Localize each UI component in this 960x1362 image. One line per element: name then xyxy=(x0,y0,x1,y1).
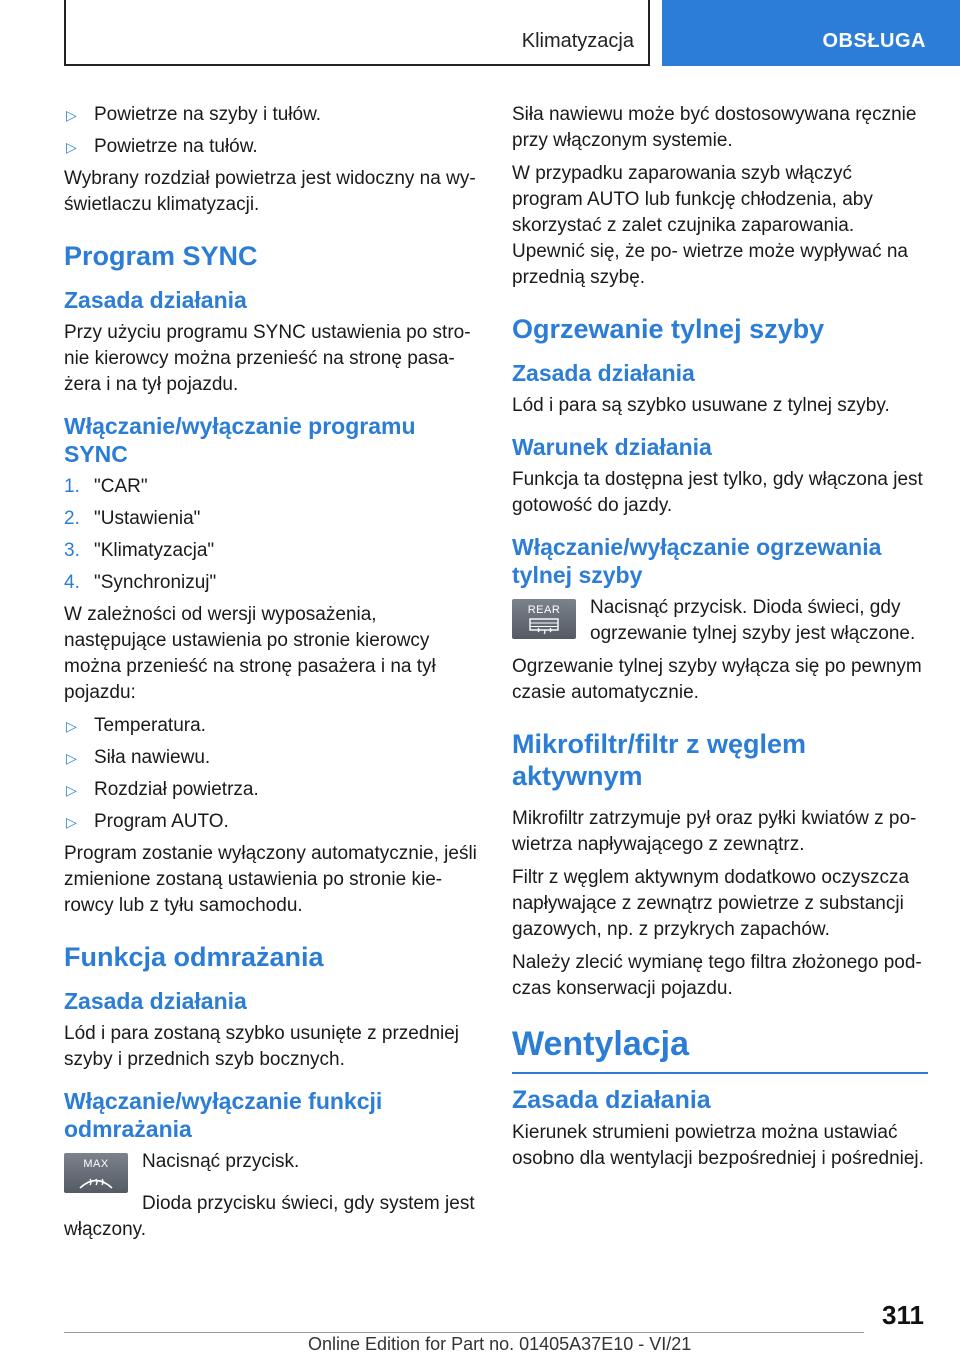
footer-divider xyxy=(64,1332,864,1333)
paragraph: Mikrofiltr zatrzymuje pył oraz pyłki kwiatów z po‐ wietrza napływającego z zewnątrz. xyxy=(512,808,917,855)
header-chapter-tab xyxy=(662,0,960,66)
paragraph: Wybrany rozdział powietrza jest widoczny na wy‐ świetlaczu klimatyzacji. xyxy=(64,168,476,215)
rear-heat-grid-icon xyxy=(526,617,562,635)
triangle-right-icon: ▷ xyxy=(66,750,77,766)
header-section-box xyxy=(64,0,650,66)
numbered-step: 3. "Klimatyzacja" xyxy=(64,540,215,561)
triangle-right-icon: ▷ xyxy=(66,718,77,734)
subsection-title: Zasada działania xyxy=(64,287,247,313)
footer-edition: Online Edition for Part no. 01405A37E10 - VI/21 xyxy=(308,1334,692,1354)
subsection-title: Zasada działania xyxy=(512,360,695,386)
paragraph: Program zostanie wyłączony automatycznie, jeśli zmienione zostaną ustawienia po stronie kie‐ rowcy lub z tyłu samochodu. xyxy=(64,843,477,916)
triangle-right-icon: ▷ xyxy=(66,782,77,798)
list-item: ▷ Powietrze na szyby i tułów. xyxy=(64,102,484,128)
list-item: ▷ Powietrze na tułów. xyxy=(64,134,484,160)
paragraph: Nacisnąć przycisk. Dioda świeci, gdy ogrzewanie tylnej szyby jest włączone. xyxy=(590,597,916,644)
paragraph: Siła nawiewu może być dostosowywana ręcznie przy włączonym systemie. xyxy=(512,104,917,151)
subsection-title: Włączanie/wyłączanie programu SYNC xyxy=(64,413,416,467)
paragraph: Funkcja ta dostępna jest tylko, gdy włączona jest gotowość do jazdy. xyxy=(512,469,923,516)
right-column xyxy=(512,102,928,1179)
rear-window-heat-icon: REAR xyxy=(512,599,576,639)
triangle-right-icon: ▷ xyxy=(66,107,77,123)
numbered-step: 2. "Ustawienia" xyxy=(64,508,201,529)
triangle-right-icon: ▷ xyxy=(66,139,77,155)
paragraph: Lód i para zostaną szybko usunięte z przedniej szyby i przednich szyb bocznych. xyxy=(64,1023,460,1070)
list-item: ▷ Program AUTO. xyxy=(64,809,484,835)
page-number: 311 xyxy=(882,1300,924,1330)
list-item: ▷ Siła nawiewu. xyxy=(64,745,484,771)
subsection-title: Włączanie/wyłączanie ogrzewania tylnej szyby xyxy=(512,534,882,588)
paragraph: Ogrzewanie tylnej szyby wyłącza się po pewnym czasie automatycznie. xyxy=(512,656,922,703)
paragraph: Kierunek strumieni powietrza można ustawiać osobno dla wentylacji bezpośredniej i pośredniej. xyxy=(512,1122,924,1169)
section-title-defrost: Funkcja odmrażania xyxy=(64,942,324,972)
numbered-step: 1. "CAR" xyxy=(64,476,148,497)
chapter-title-ventilation: Wentylacja xyxy=(512,1022,928,1074)
paragraph: Nacisnąć przycisk. xyxy=(142,1151,300,1172)
section-title-rear-heat: Ogrzewanie tylnej szyby xyxy=(512,314,825,344)
paragraph: Filtr z węglem aktywnym dodatkowo oczyszcza napływające z zewnątrz powietrze z substancji gazowych, np. z przykrych zapachów. xyxy=(512,867,910,940)
section-title-filter: Mikrofiltr/filtr z węglem aktywnym xyxy=(512,729,807,791)
defrost-waves-icon xyxy=(76,1171,116,1189)
header-chapter-title: OBSŁUGA xyxy=(822,30,926,52)
left-column xyxy=(64,102,484,1250)
header-section-title: Klimatyzacja xyxy=(521,30,634,52)
defrost-instruction xyxy=(64,1149,484,1193)
windshield-defrost-icon: MAX xyxy=(64,1153,128,1193)
subsection-title: Zasada działania xyxy=(64,988,247,1014)
list-item: ▷ Temperatura. xyxy=(64,713,484,739)
section-title-sync: Program SYNC xyxy=(64,241,258,271)
paragraph: W zależności od wersji wyposażenia, następujące ustawienia po stronie kierowcy można przenieść na stronę pasażera i na tył pojazdu: xyxy=(64,604,436,703)
rear-heat-instruction xyxy=(512,595,928,647)
subsection-title: Warunek działania xyxy=(512,434,712,460)
triangle-right-icon: ▷ xyxy=(66,814,77,830)
subsection-title: Włączanie/wyłączanie funkcji odmrażania xyxy=(64,1088,383,1142)
numbered-step: 4. "Synchronizuj" xyxy=(64,572,217,593)
list-item: ▷ Rozdział powietrza. xyxy=(64,777,484,803)
paragraph: Lód i para są szybko usuwane z tylnej szyby. xyxy=(512,395,890,416)
paragraph: Przy użyciu programu SYNC ustawienia po stro‐ nie kierowcy można przenieść na stronę pasa‐ żera i na tył pojazdu. xyxy=(64,322,471,395)
subsection-title: Zasada działania xyxy=(512,1086,711,1114)
paragraph: Dioda przycisku świeci, gdy system jest włączony. xyxy=(64,1193,475,1240)
paragraph: W przypadku zaparowania szyb włączyć program AUTO lub funkcję chłodzenia, aby skorzystać z zalet czujnika zaparowania. Upewnić się, że po‐ wietrze może wypływać na przednią szybę. xyxy=(512,163,908,288)
paragraph: Należy zlecić wymianę tego filtra złożonego pod‐ czas konserwacji pojazdu. xyxy=(512,952,922,999)
